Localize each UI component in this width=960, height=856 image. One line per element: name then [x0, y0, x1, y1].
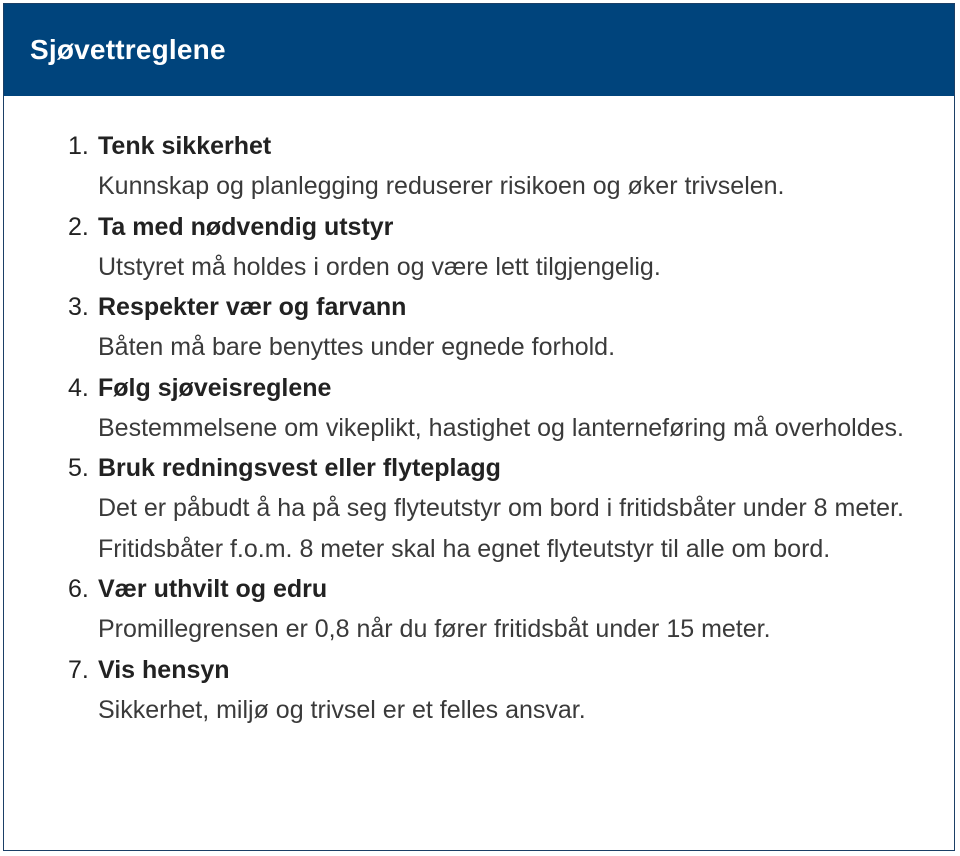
- rule-text: Bestemmelsene om vikeplikt, hastighet og lanterneføring må overholdes.: [98, 413, 904, 442]
- rule-text: Båten må bare benyttes under egnede forhold.: [98, 333, 616, 361]
- rule-item-1: [4, 126, 954, 207]
- rule-item-3: [4, 287, 954, 368]
- rule-number: 3.: [68, 293, 89, 321]
- page-title: Sjøvettreglene: [30, 34, 226, 65]
- rule-item-7: [4, 650, 954, 731]
- rule-number: 6.: [68, 575, 89, 603]
- rule-title: Tenk sikkerhet: [98, 132, 272, 160]
- rule-title: Ta med nødvendig utstyr: [98, 212, 394, 241]
- card-header: [4, 4, 954, 96]
- rule-title: Vær uthvilt og edru: [98, 575, 328, 603]
- rule-item-2: [4, 207, 954, 288]
- rule-number: 2.: [68, 212, 89, 241]
- rule-number: 4.: [68, 373, 89, 402]
- rule-text: Promillegrensen er 0,8 når du fører fritidsbåt under 15 meter.: [98, 615, 771, 643]
- rule-number: 7.: [68, 655, 89, 684]
- rule-number: 5.: [68, 454, 89, 482]
- rule-text: Det er påbudt å ha på seg flyteutstyr om bord i fritidsbåter under 8 meter. Fritidsbåter f.o.m. 8 meter skal ha egnet flyteutstyr til alle om bord.: [98, 494, 904, 563]
- rules-list: [4, 96, 954, 730]
- rule-title: Bruk redningsvest eller flyteplagg: [98, 454, 501, 482]
- rule-title: Vis hensyn: [98, 655, 230, 684]
- rule-text: Utstyret må holdes i orden og være lett tilgjengelig.: [98, 252, 661, 281]
- rule-number: 1.: [68, 132, 89, 160]
- rules-card: [3, 3, 955, 851]
- rule-title: Følg sjøveisreglene: [98, 373, 332, 402]
- rule-text: Kunnskap og planlegging reduserer risikoen og øker trivselen.: [98, 172, 785, 200]
- rule-title: Respekter vær og farvann: [98, 293, 407, 321]
- rule-item-6: [4, 569, 954, 650]
- rule-item-4: [4, 368, 954, 449]
- rule-text: Sikkerhet, miljø og trivsel er et felles ansvar.: [98, 695, 586, 724]
- rule-item-5: [4, 448, 954, 569]
